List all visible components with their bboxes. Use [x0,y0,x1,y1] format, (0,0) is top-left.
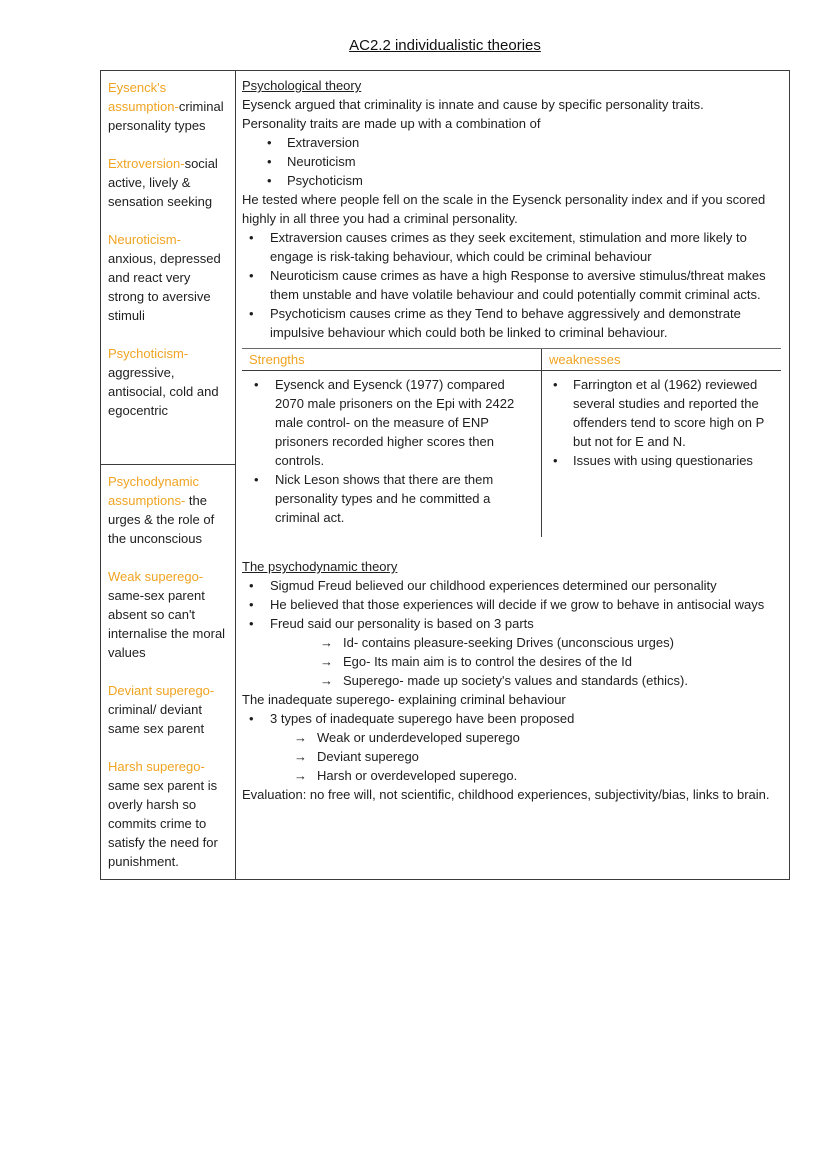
list-item [242,595,781,614]
term-definition: anxious, depressed and react very strong to aversive stimuli [108,251,221,323]
term-label: Psychoticism- [108,346,189,361]
inadequate-superego-list [242,709,781,728]
list-item [242,614,781,633]
list-item [242,633,781,652]
heading-psychodynamic-theory: The psychodynamic theory [242,559,398,574]
list-item-text: Extraversion causes crimes as they seek excitement, stimulation and more likely to engage is risk-taking behaviour, which could be criminal behaviour [270,230,747,264]
main-column [236,71,789,879]
list-item [242,304,781,342]
definition-extroversion [108,154,229,211]
bullet-icon: • [267,154,272,169]
list-item-text: Extraversion [287,135,360,150]
paragraph-inadequate-superego: The inadequate superego- explaining criminal behaviour [242,692,566,707]
list-item-text: Harsh or overdeveloped superego. [317,768,518,783]
term-label: Deviant superego- [108,683,215,698]
bullet-icon: • [249,578,254,593]
bullet-icon: • [249,597,254,612]
list-item-text: Eysenck and Eysenck (1977) compared 2070 male prisoners on the Epi with 2422 male control- on the measure of ENP prisoners recorded higher scores then controls. [275,377,515,468]
list-item [242,470,537,527]
arrow-icon: → [320,673,333,688]
bullet-icon: • [254,377,259,392]
bullet-icon: • [249,230,254,245]
arrow-icon: → [294,768,307,783]
personality-parts-list [242,633,781,690]
weaknesses-column [542,349,781,537]
list-item [242,576,781,595]
term-label: Weak superego- [108,569,204,584]
definition-neuroticism [108,230,229,325]
term-label: Psychodynamic assumptions- [108,474,200,508]
bullet-icon: • [267,173,272,188]
list-item-text: Weak or underdeveloped superego [317,730,520,745]
strengths-header: Strengths [242,349,541,371]
superego-types-list [242,728,781,785]
sidebar-column [101,71,236,879]
list-item [242,747,781,766]
list-item-text: Id- contains pleasure-seeking Drives (unconscious urges) [343,635,674,650]
paragraph-evaluation: Evaluation: no free will, not scientific, childhood experiences, subjectivity/bias, links to brain. [242,787,770,802]
list-item-text: Psychoticism [287,173,363,188]
term-label: Eysenck's assumption- [108,80,179,114]
psychodynamic-list [242,576,781,633]
list-item-text: Neuroticism cause crimes as have a high Response to aversive stimulus/threat makes them unstable and have volatile behaviour and could potentially commit criminal acts. [270,268,766,302]
list-item [242,728,781,747]
traits-list [242,133,781,190]
definition-harsh-superego [108,757,229,871]
list-item-text: 3 types of inadequate superego have been proposed [270,711,575,726]
list-item [242,709,781,728]
bullet-icon: • [553,453,558,468]
paragraph-psychological-intro: Eysenck argued that criminality is innate and cause by specific personality traits. [242,97,704,112]
list-item-text: Superego- made up society's values and standards (ethics). [343,673,689,688]
page-title: AC2.2 individualistic theories [349,37,541,54]
list-item [242,671,781,690]
term-definition: same sex parent is overly harsh so commits crime to satisfy the need for punishment. [108,778,218,869]
list-item-text: Nick Leson shows that there are them personality types and he committed a criminal act. [275,472,494,525]
definition-psychoticism [108,344,229,420]
document-content [100,36,790,880]
bullet-icon: • [249,711,254,726]
definition-psychodynamic-assumptions [108,472,229,548]
bullet-icon: • [249,268,254,283]
term-label: Neuroticism- [108,232,181,247]
strengths-weaknesses-table [242,348,781,537]
bullet-icon: • [553,377,558,392]
arrow-icon: → [320,635,333,650]
strengths-body [242,371,541,537]
term-definition: criminal/ deviant same sex parent [108,702,205,736]
definition-eysencks-assumption [108,78,229,135]
term-definition: social active, lively & sensation seeking [108,156,218,209]
sidebar-cell-psychological-terms [101,71,235,465]
weaknesses-header: weaknesses [542,349,781,371]
list-item-text: He believed that those experiences will decide if we grow to behave in antisocial ways [270,597,765,612]
list-item-text: Farrington et al (1962) reviewed several studies and reported the offenders tend to score high on P but not for E and N. [573,377,765,449]
bullet-icon: • [254,472,259,487]
arrow-icon: → [320,654,333,669]
sidebar-cell-psychodynamic-terms [101,465,235,879]
list-item [542,375,777,451]
list-item-text: Neuroticism [287,154,356,169]
list-item [242,266,781,304]
arrow-icon: → [294,730,307,745]
heading-psychological-theory: Psychological theory [242,78,362,93]
bullet-icon: • [267,135,272,150]
notes-table [100,70,790,880]
list-item-text: Ego- Its main aim is to control the desires of the Id [343,654,633,669]
bullet-icon: • [249,616,254,631]
list-item [242,171,781,190]
weaknesses-body [542,371,781,480]
list-item [542,451,777,470]
term-definition: criminal personality types [108,99,224,133]
list-item [242,375,537,470]
trait-crime-list [242,228,781,342]
strengths-column [242,349,542,537]
list-item [242,152,781,171]
term-label: Harsh superego- [108,759,205,774]
list-item [242,652,781,671]
list-item-text: Psychoticism causes crime as they Tend to behave aggressively and demonstrate impulsive behaviour which could both be linked to criminal behaviour. [270,306,741,340]
term-label: Extroversion- [108,156,185,171]
definition-weak-superego [108,567,229,662]
list-item-text: Sigmud Freud believed our childhood experiences determined our personality [270,578,717,593]
list-item-text: Deviant superego [317,749,419,764]
bullet-icon: • [249,306,254,321]
paragraph-traits-intro: Personality traits are made up with a combination of [242,116,541,131]
list-item-text: Freud said our personality is based on 3 parts [270,616,534,631]
definition-deviant-superego [108,681,229,738]
list-item [242,766,781,785]
paragraph-eysenck-test: He tested where people fell on the scale in the Eysenck personality index and if you scored highly in all three you had a criminal personality. [242,192,766,226]
list-item [242,228,781,266]
term-definition: aggressive, antisocial, cold and egocentric [108,365,219,418]
arrow-icon: → [294,749,307,764]
term-definition: the urges & the role of the unconscious [108,493,215,546]
term-definition: same-sex parent absent so can't internalise the moral values [108,588,226,660]
list-item-text: Issues with using questionaries [573,453,753,468]
list-item [242,133,781,152]
